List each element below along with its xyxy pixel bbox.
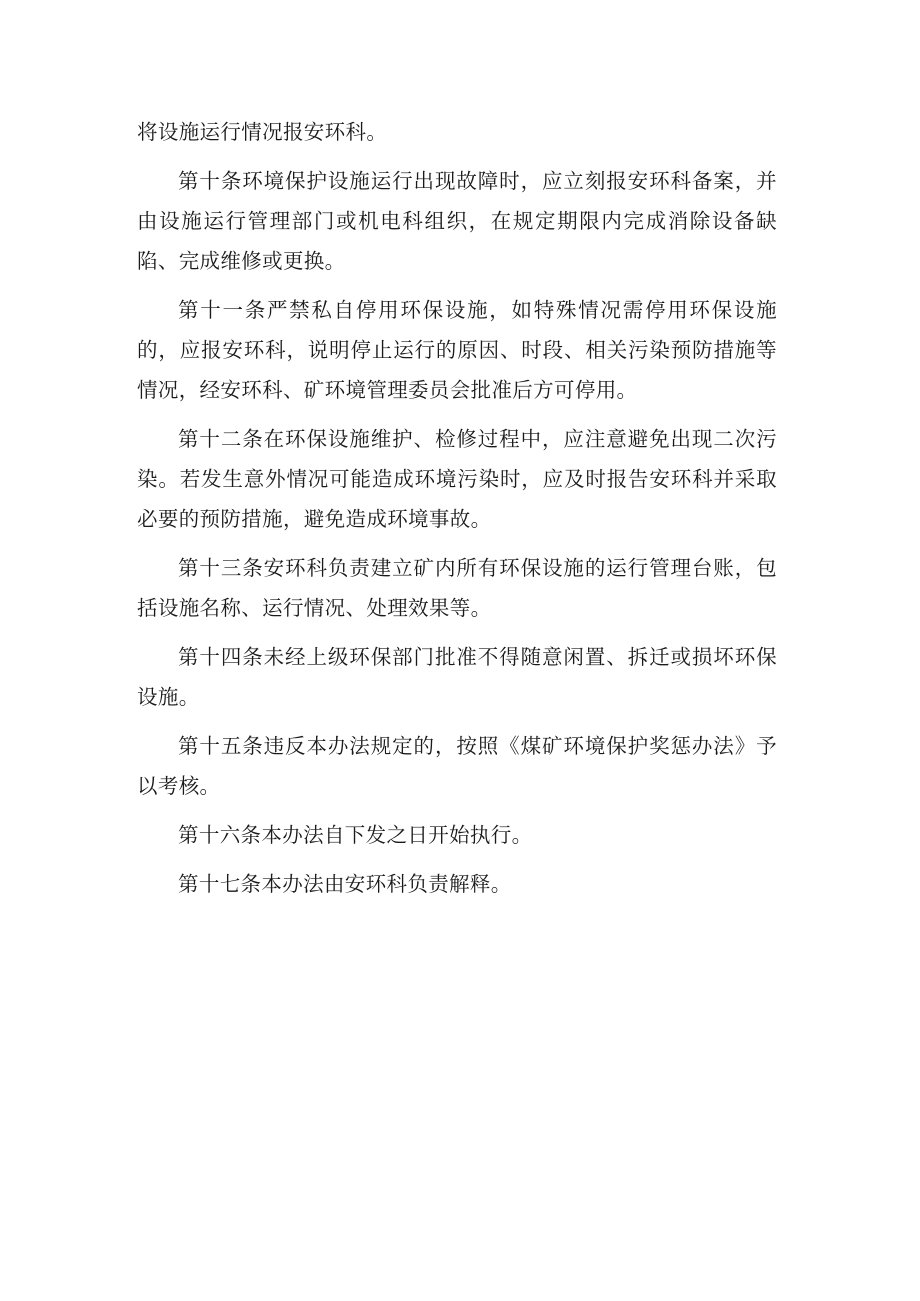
document-body (137, 112, 777, 913)
paragraph-continuation: 将设施运行情况报安环科。 (137, 120, 388, 144)
paragraph-article-10: 第十条环境保护设施运行出现故障时，应立刻报安环科备案，并由设施运行管理部门或机电科组织，在规定期限内完成消除设备缺陷、完成维修或更换。 (137, 169, 777, 273)
paragraph-article-13: 第十三条安环科负责建立矿内所有环保设施的运行管理台账，包括设施名称、运行情况、处理效果等。 (137, 556, 777, 620)
paragraph-article-14: 第十四条未经上级环保部门批准不得随意闲置、拆迁或损坏环保设施。 (137, 645, 777, 709)
paragraph-article-17: 第十七条本办法由安环科负责解释。 (178, 872, 512, 896)
paragraph-article-11: 第十一条严禁私自停用环保设施，如特殊情况需停用环保设施的，应报安环科，说明停止运行的原因、时段、相关污染预防措施等情况，经安环科、矿环境管理委员会批准后方可停用。 (137, 298, 777, 402)
paragraph-article-16: 第十六条本办法自下发之日开始执行。 (178, 823, 533, 847)
paragraph-article-15: 第十五条违反本办法规定的，按照《煤矿环境保护奖惩办法》予以考核。 (137, 734, 777, 798)
paragraph-article-12: 第十二条在环保设施维护、检修过程中，应注意避免出现二次污染。若发生意外情况可能造成环境污染时，应及时报告安环科并采取必要的预防措施，避免造成环境事故。 (137, 427, 777, 531)
